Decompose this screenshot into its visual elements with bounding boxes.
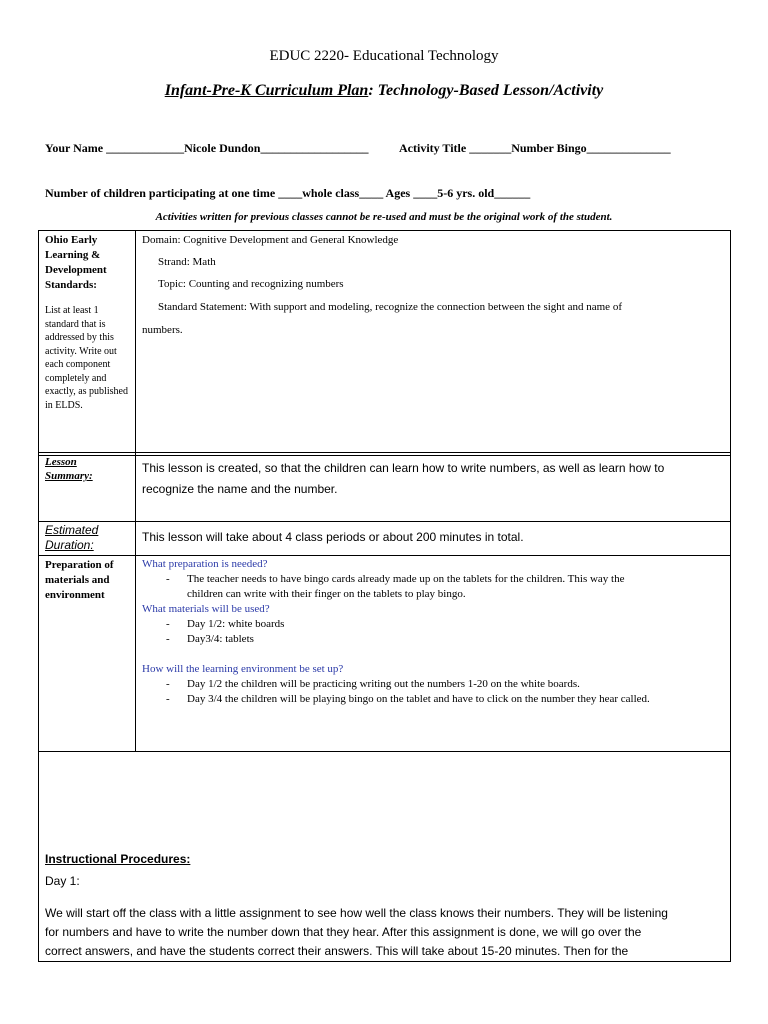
standards-label [45,233,107,293]
duration-label [45,523,98,553]
standard-domain: Domain: Cognitive Development and General Knowledge [142,234,399,246]
preparation-label-line: environment [45,589,105,601]
standards-label-line: Ohio Early [45,234,98,246]
bullet-dash: - [166,573,170,585]
bullet-dash: - [166,618,170,630]
materials-item: Day3/4: tablets [187,633,254,645]
standards-instructions: List at least 1 standard that is addressed by this activity. Write out each component completely and exactly, as published in ELDS. [45,305,128,411]
procedures-paragraph-line: for numbers and have to write the number down that they hear. After this assignment is done, we will go over the [45,925,642,939]
summary-text-continued: recognize the name and the number. [142,482,338,496]
standards-label-line: Standards: [45,279,97,291]
row-divider [38,452,731,453]
table-border-top [38,230,731,231]
materials-question: What materials will be used? [142,603,270,615]
procedures-paragraph-line: We will start off the class with a little assignment to see how well the class knows their numbers. They will be listening [45,906,668,920]
bullet-dash: - [166,633,170,645]
duration-label-line: Estimated [45,523,99,537]
summary-text: This lesson is created, so that the children can learn how to write numbers, as well as learn how to [142,461,665,475]
bullet-dash: - [166,678,170,690]
row-divider [38,521,731,522]
table-border-bottom [38,961,731,962]
standard-topic: Topic: Counting and recognizing numbers [158,278,344,290]
title-underlined: Infant-Pre-K Curriculum Plan [164,82,369,99]
procedures-day: Day 1: [45,874,80,888]
document-title [0,82,768,100]
summary-label-line: Summary: [45,470,93,482]
participation-line: Number of children participating at one time ____whole class____ Ages ____5-6 yrs. old______ [45,186,531,200]
activity-title-line: Activity Title _______Number Bingo______________ [399,141,671,155]
table-border-right [730,230,731,962]
environment-item: Day 1/2 the children will be practicing writing out the numbers 1-20 on the white boards. [187,678,580,690]
preparation-label [45,558,114,603]
table-border-left [38,230,39,962]
duration-label-line: Duration: [45,538,94,552]
preparation-label-line: materials and [45,574,110,586]
row-divider [38,751,731,752]
preparation-label-line: Preparation of [45,559,114,571]
materials-item: Day 1/2: white boards [187,618,285,630]
standards-label-line: Learning & [45,249,101,261]
standard-statement-continued: numbers. [142,324,183,336]
row-divider [38,455,731,456]
environment-question: How will the learning environment be set up? [142,663,344,675]
summary-label [45,455,93,483]
column-divider [135,230,136,752]
preparation-item: The teacher needs to have bingo cards already made up on the tablets for the children. This way the [187,573,625,585]
standard-statement: Standard Statement: With support and modeling, recognize the connection between the sight and name of [158,301,622,313]
standard-strand: Strand: Math [158,256,216,268]
duration-text: This lesson will take about 4 class periods or about 200 minutes in total. [142,530,524,544]
course-title: EDUC 2220- Educational Technology [269,48,499,64]
summary-label-line: Lesson [45,456,77,468]
originality-notice: Activities written for previous classes cannot be re-used and must be the original work of the student. [155,211,613,223]
preparation-item-continued: children can write with their finger on the tablets to play bingo. [187,588,466,600]
standards-label-line: Development [45,264,107,276]
procedures-paragraph-line: correct answers, and have the students correct their answers. This will take about 15-20 minutes. Then for the [45,944,629,958]
title-rest: : Technology-Based Lesson/Activity [368,82,604,99]
environment-item: Day 3/4 the children will be playing bingo on the tablet and have to click on the number they hear called. [187,693,650,705]
name-line: Your Name _____________Nicole Dundon__________________ [45,141,369,155]
bullet-dash: - [166,693,170,705]
row-divider [38,555,731,556]
preparation-question: What preparation is needed? [142,558,268,570]
procedures-heading: Instructional Procedures: [45,852,191,866]
